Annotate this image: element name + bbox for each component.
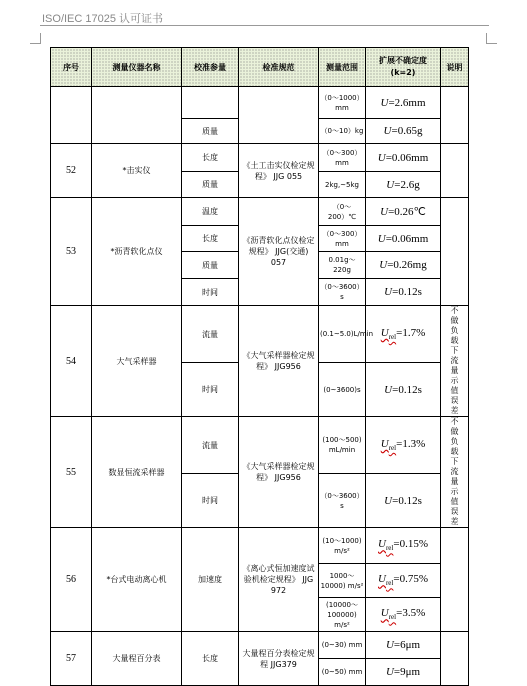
cell-no: 57 — [51, 632, 92, 686]
cell-range: (10～1000) m/s² — [319, 528, 366, 564]
col-header-no: 序号 — [51, 48, 92, 87]
cell-uncertainty: $U_{rel}=3.5\%$ — [366, 598, 441, 632]
cell-uncertainty: U=0.12s — [366, 279, 441, 306]
cell-instrument: 数显恒流采样器 — [92, 417, 182, 528]
cell-no — [51, 87, 92, 144]
cell-note: 不做负载下流量示值误差 — [441, 306, 469, 417]
cell-note — [441, 144, 469, 198]
col-header-instrument: 测量仪器名称 — [92, 48, 182, 87]
table-row — [51, 306, 469, 363]
cell-note — [441, 632, 469, 686]
cell-spec: 大量程百分表检定规程 JJG379 — [239, 632, 319, 686]
table-row — [51, 632, 469, 659]
cell-parameter: 长度 — [182, 226, 239, 252]
cell-parameter: 时间 — [182, 363, 239, 417]
cell-no: 56 — [51, 528, 92, 632]
table-row — [51, 417, 469, 474]
cell-uncertainty: U=0.26℃ — [366, 198, 441, 226]
cell-range: （0～300）mm — [319, 226, 366, 252]
table-row — [51, 198, 469, 226]
cell-no: 54 — [51, 306, 92, 417]
cell-parameter — [182, 87, 239, 119]
cell-uncertainty: U=0.12s — [366, 363, 441, 417]
cell-parameter: 质量 — [182, 119, 239, 144]
cell-instrument: 大气采样器 — [92, 306, 182, 417]
document-header: ISO/IEC 17025 认可证书 — [42, 13, 164, 25]
cell-range: （0～3600）s — [319, 474, 366, 528]
cell-uncertainty: U=0.65g — [366, 119, 441, 144]
cell-range: (0~50) mm — [319, 659, 366, 686]
cell-parameter: 质量 — [182, 252, 239, 279]
cell-uncertainty: U=6μm — [366, 632, 441, 659]
cell-instrument: *击实仪 — [92, 144, 182, 198]
margin-mark-right — [486, 33, 497, 44]
cell-uncertainty: $U_{rel}=1.3\%$ — [366, 417, 441, 474]
cell-range: （0～10）kg — [319, 119, 366, 144]
cell-spec: 《离心式恒加速度试验机检定规程》 JJG 972 — [239, 528, 319, 632]
cell-no: 52 — [51, 144, 92, 198]
cell-note — [441, 87, 469, 144]
cell-uncertainty: $U_{rel}=0.15\%$ — [366, 528, 441, 564]
cell-uncertainty: $U_{rel}=1.7\%$ — [366, 306, 441, 363]
cell-range: （0～300）mm — [319, 144, 366, 172]
cell-parameter: 加速度 — [182, 528, 239, 632]
cell-uncertainty: U=9μm — [366, 659, 441, 686]
cell-note: 不做负载下流量示值误差 — [441, 417, 469, 528]
cell-range: (100～500) mL/min — [319, 417, 366, 474]
cell-parameter: 流量 — [182, 306, 239, 363]
col-header-uncertainty: 扩展不确定度 (k=2) — [366, 48, 441, 87]
cell-instrument: *台式电动离心机 — [92, 528, 182, 632]
cell-no: 53 — [51, 198, 92, 306]
cell-uncertainty: U=2.6mm — [366, 87, 441, 119]
cell-note — [441, 198, 469, 306]
cell-range: (10000～100000) m/s² — [319, 598, 366, 632]
cell-range: （0～200）℃ — [319, 198, 366, 226]
cell-range: 2kg,~5kg — [319, 172, 366, 198]
cell-parameter: 时间 — [182, 279, 239, 306]
cell-spec: 《沥青软化点仪检定规程》 JJG(交通) 057 — [239, 198, 319, 306]
cell-parameter: 长度 — [182, 632, 239, 686]
cell-uncertainty: U=0.26mg — [366, 252, 441, 279]
cell-uncertainty: U=0.06mm — [366, 226, 441, 252]
cell-spec: 《大气采样器检定规程》 JJG956 — [239, 417, 319, 528]
cell-spec: 《大气采样器检定规程》 JJG956 — [239, 306, 319, 417]
cell-parameter: 流量 — [182, 417, 239, 474]
cell-parameter: 长度 — [182, 144, 239, 172]
cell-no: 55 — [51, 417, 92, 528]
cell-uncertainty: U=2.6g — [366, 172, 441, 198]
cell-instrument — [92, 87, 182, 144]
cell-note — [441, 528, 469, 632]
cell-parameter: 质量 — [182, 172, 239, 198]
col-header-range: 测量范围 — [319, 48, 366, 87]
cell-spec: 《土工击实仪检定规程》 JJG 055 — [239, 144, 319, 198]
cell-instrument: 大量程百分表 — [92, 632, 182, 686]
cell-uncertainty: $U_{rel}=0.75\%$ — [366, 564, 441, 598]
cell-range: 1000～10000) m/s² — [319, 564, 366, 598]
table-row — [51, 144, 469, 172]
cell-uncertainty: U=0.06mm — [366, 144, 441, 172]
cell-parameter: 时间 — [182, 474, 239, 528]
cell-range: (0~3600)s — [319, 363, 366, 417]
cell-spec — [239, 87, 319, 144]
cell-uncertainty: U=0.12s — [366, 474, 441, 528]
header-rule — [40, 25, 489, 26]
cell-range: （0～1000）mm — [319, 87, 366, 119]
col-header-spec: 检准规范 — [239, 48, 319, 87]
col-header-parameter: 校准参量 — [182, 48, 239, 87]
cell-range: (0.1~5.0)L/min — [319, 306, 366, 363]
margin-mark-left — [30, 33, 41, 44]
cell-range: (0~30) mm — [319, 632, 366, 659]
table-row — [51, 528, 469, 564]
cell-range: （0～3600）s — [319, 279, 366, 306]
table-header-row — [51, 48, 469, 87]
table-row — [51, 87, 469, 119]
capability-table — [50, 47, 469, 686]
cell-range: 0.01g～220g — [319, 252, 366, 279]
cell-parameter: 温度 — [182, 198, 239, 226]
col-header-note: 说明 — [441, 48, 469, 87]
cell-instrument: *沥青软化点仪 — [92, 198, 182, 306]
